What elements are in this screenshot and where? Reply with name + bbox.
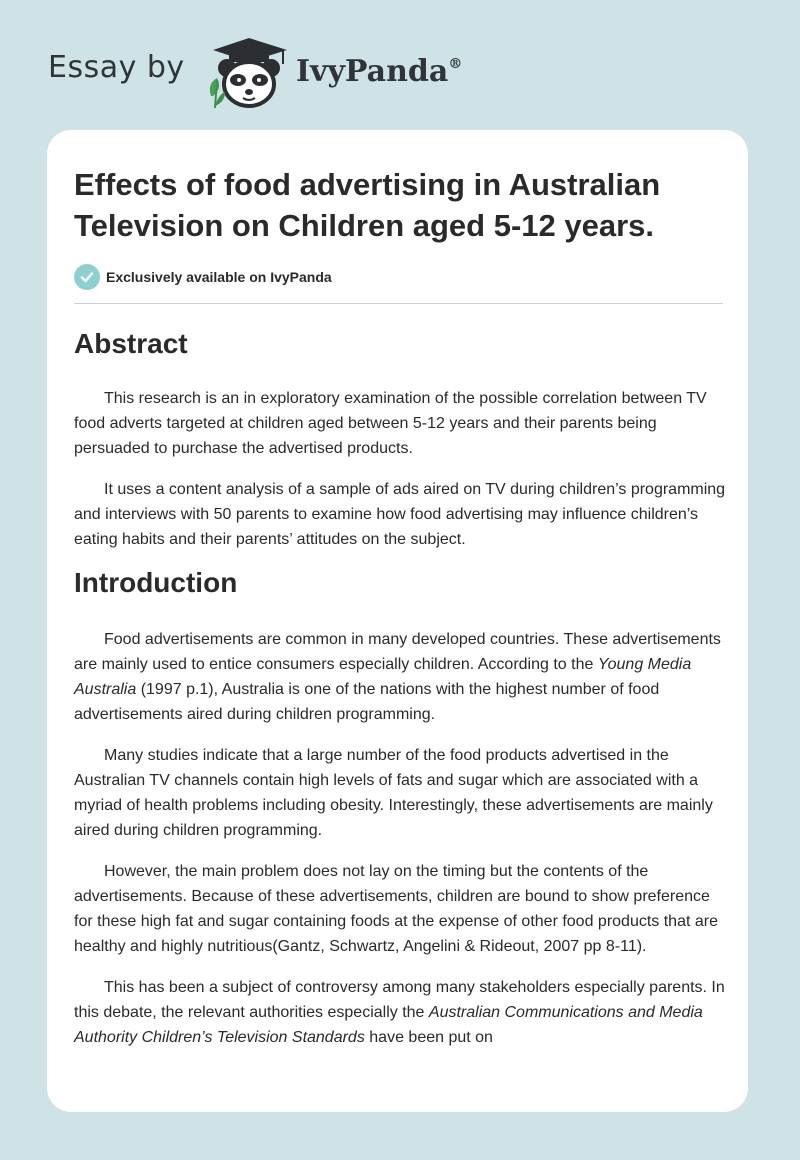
section-heading-abstract: Abstract [74, 328, 188, 359]
introduction-paragraph-4: This has been a subject of controversy among many stakeholders especially parents. In this debate, the relevant authorities especially the Australian Communications and Media Authority Children’s Television Standards have been put on [74, 979, 725, 1046]
brand-name[interactable]: IvyPanda® [296, 54, 463, 89]
check-icon [74, 264, 100, 290]
panda-mascot-icon [203, 34, 293, 110]
essay-by-label: Essay by [48, 50, 185, 85]
citation-acma-standards: Australian Communications and Media Authority Children’s Television Standards [74, 1004, 703, 1046]
registered-mark: ® [448, 56, 463, 72]
title-divider [74, 303, 723, 304]
introduction-paragraph-3: However, the main problem does not lay on the timing but the contents of the advertisements. Because of these advertisements, children are bound to show preference for these high fat and sugar containing foods at the expense of other food products that are healthy and highly nutritious(Gantz, Schwartz, Angelini & Rideout, 2007 pp 8-11). [74, 863, 718, 955]
site-header [48, 34, 548, 110]
article-title: Effects of food advertising in Australian Television on Children aged 5-12 years. [74, 167, 661, 243]
introduction-paragraph-2: Many studies indicate that a large number of the food products advertised in the Australian TV channels contain high levels of fats and sugar which are associated with a myriad of health problems including obesity. Interestingly, these advertisements are mainly aired during children programming. [74, 747, 713, 839]
introduction-paragraph-1: Food advertisements are common in many developed countries. These advertisements are mainly used to entice consumers especially children. According to the Young Media Australia (1997 p.1), Australia is one of the nations with the highest number of food advertisements aired during children programming. [74, 631, 721, 723]
article-body [74, 324, 726, 1050]
article-card [47, 130, 748, 1112]
abstract-paragraph-2: It uses a content analysis of a sample of ads aired on TV during children’s programming and interviews with 50 parents to examine how food advertising may influence children’s eating habits and their parents’ attitudes on the subject. [74, 481, 726, 548]
citation-young-media-australia: Young Media Australia [74, 656, 692, 698]
exclusive-badge [74, 264, 332, 290]
exclusive-badge-text: Exclusively available on IvyPanda [106, 269, 332, 285]
abstract-paragraph-1: This research is an in exploratory examination of the possible correlation between TV food adverts targeted at children aged between 5-12 years and their parents being persuaded to purchase the advertised products. [74, 390, 707, 457]
section-heading-introduction: Introduction [74, 567, 238, 598]
